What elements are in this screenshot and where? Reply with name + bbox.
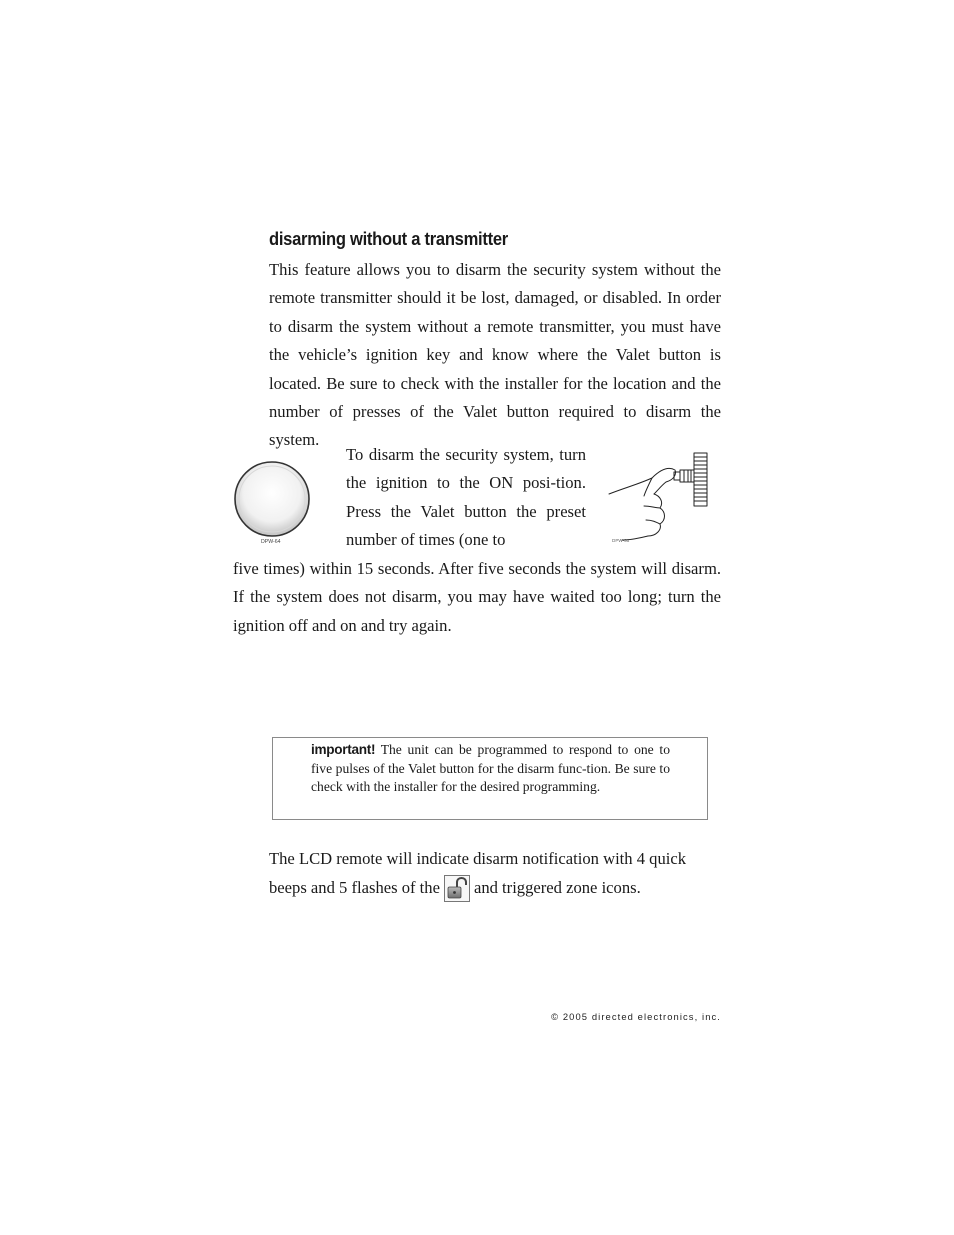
important-note-body: The unit can be programmed to respond to one to five pulses of the Valet button for the disarm func-tion. Be sure to check with the installer for the desired programming. — [311, 742, 670, 795]
hand-pressing-switch-illustration — [604, 448, 718, 546]
important-label: important! — [311, 742, 376, 757]
valet-button-illustration — [230, 458, 316, 548]
lcd-text-after: and triggered zone icons. — [473, 878, 641, 897]
disarm-continuation-paragraph: five times) within 15 seconds. After five seconds the system will disarm. If the system does not disarm, you may have waited too long; turn the ignition off and on and try again. — [233, 559, 721, 635]
lcd-remote-paragraph — [269, 844, 721, 902]
disarm-steps-paragraph: To disarm the security system, turn the ignition to the ON posi-tion. Press the Valet button the preset number of times (one to — [346, 445, 586, 550]
valet-button-circle — [235, 462, 309, 536]
important-note-box — [272, 737, 708, 820]
section-title: disarming without a transmitter — [269, 229, 508, 249]
valet-button-figure-code: DPW-64 — [261, 539, 281, 545]
important-note-text — [311, 741, 670, 797]
lcd-text-before: The LCD remote will indicate disarm notification with 4 quick beeps and 5 flashes of the — [269, 849, 687, 897]
hand-figure-code: DPW-55 — [612, 538, 630, 543]
unlock-icon — [444, 875, 470, 902]
copyright-footer: © 2005 directed electronics, inc. — [551, 1011, 721, 1022]
intro-paragraph: This feature allows you to disarm the security system without the remote transmitter should it be lost, damaged, or disabled. In order to disarm the system without a remote transmitter, you must have the vehicle’s ignition key and know where the Valet button is located. Be sure to check with the installer for the location and the number of presses of the Valet button required to disarm the system. — [269, 260, 721, 450]
